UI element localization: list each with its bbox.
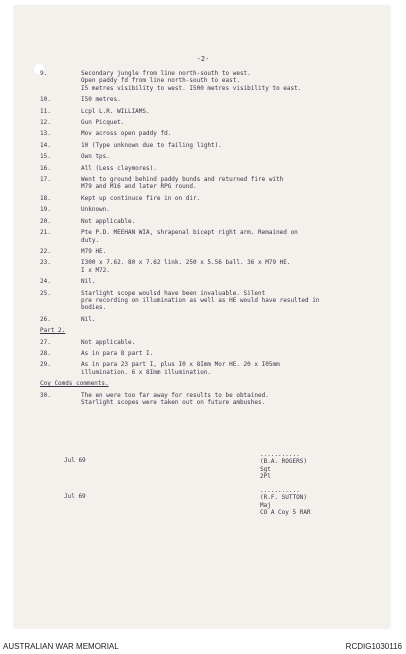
signature-rank: Maj (260, 501, 271, 509)
numbered-paragraph (40, 339, 370, 346)
signature-dots: ........... (260, 487, 300, 494)
text-line: Went to ground behind paddy bunds and returned fire with (81, 176, 284, 184)
paragraph-text (81, 248, 370, 255)
paragraph-text (81, 70, 370, 92)
text-line: I50 metres. (81, 96, 121, 104)
paragraph-number: 9. (40, 70, 48, 77)
paragraph-number: 23. (40, 259, 51, 267)
text-line: I5 metres visibility to west. I500 metres visibility to east. (81, 84, 302, 92)
paragraph-number: 27. (40, 338, 51, 346)
paragraph-text (81, 142, 370, 149)
signature-date: Jul 69 (64, 457, 86, 464)
paragraph-text (81, 108, 370, 115)
text-line: Open paddy fd from line north-south to east. (81, 77, 240, 85)
signature-unit: CO A Coy 5 RAR (260, 509, 311, 517)
text-line: Own tps. (81, 153, 110, 161)
text-line: Not applicable. (81, 338, 136, 346)
numbered-paragraph (40, 153, 370, 160)
numbered-paragraph (40, 96, 370, 103)
text-line: pre recording on illumination as well as HE would have resulted in (81, 296, 320, 304)
paragraph-text (81, 278, 370, 285)
text-line: Secondary jungle from line north-south to west. (81, 70, 251, 77)
paragraph-text (81, 119, 370, 126)
paragraph-number: 16. (40, 164, 51, 172)
paragraph-text (81, 165, 370, 172)
paragraph-text (81, 316, 370, 323)
signature-rank: Sgt (260, 465, 271, 473)
text-line: I300 x 7.62. 80 x 7.62 link. 250 x 5.56 ball. 36 x M79 HE. (81, 259, 291, 267)
paragraph-text (81, 195, 370, 202)
numbered-paragraph (40, 248, 370, 255)
numbered-paragraph (40, 195, 370, 202)
signature-unit: 2Pl (260, 473, 271, 481)
text-line: Lcpl L.R. WILLIAMS. (81, 107, 150, 115)
paragraph-number: 26. (40, 315, 51, 323)
text-line: Gun Picquet. (81, 119, 125, 127)
text-line: Kept up continuce fire in on dir. (81, 194, 201, 202)
signature-name: (R.F. SUTTON) (260, 494, 307, 502)
paragraph-number: 29. (40, 361, 51, 369)
numbered-paragraph (40, 108, 370, 115)
paragraph-text (81, 350, 370, 357)
signature-dots: ........... (260, 451, 300, 458)
text-line: Starlight scope woulsd have been invaluable. Silent (81, 289, 266, 297)
paragraph-number: 30. (40, 391, 51, 399)
paragraph-text (81, 392, 370, 407)
signature-date: Jul 69 (64, 493, 86, 500)
text-line: As in para 8 part I. (81, 349, 154, 357)
text-line: M79 HE. (81, 247, 107, 255)
paragraph-number: 21. (40, 229, 51, 237)
paragraph-text (81, 290, 370, 312)
paragraph-number: 24. (40, 278, 51, 286)
paragraph-text (81, 218, 370, 225)
document-body (40, 70, 370, 410)
paragraph-text (81, 259, 370, 274)
paragraph-text (81, 130, 370, 137)
archive-footer (0, 640, 406, 654)
numbered-paragraph (40, 229, 370, 244)
numbered-paragraph (40, 316, 370, 323)
text-line: Nil. (81, 315, 96, 323)
text-line: Mov across open paddy fd. (81, 130, 172, 138)
signature-name: (B.A. ROGERS) (260, 458, 307, 466)
paragraph-text (81, 176, 370, 191)
text-line: Unknown. (81, 206, 110, 214)
numbered-paragraph (40, 259, 370, 274)
numbered-paragraph (40, 176, 370, 191)
text-line: illumination. 6 x 8Imm illumination. (81, 368, 212, 376)
text-line: As in para 23 part I, plus I0 x 8Imm Mor HE. 20 x I05mm (81, 361, 280, 369)
numbered-paragraph (40, 361, 370, 376)
section-heading-comments: Coy Comds comments. (40, 380, 109, 388)
text-line: Pte P.D. MEEHAN WIA, shrapenal bicept right arm. Remained on (81, 229, 298, 237)
paragraph-text (81, 206, 370, 213)
numbered-paragraph (40, 165, 370, 172)
paragraph-text (81, 229, 370, 244)
text-line: I x M72. (81, 266, 110, 274)
numbered-paragraph (40, 290, 370, 312)
numbered-paragraph (40, 70, 370, 92)
text-line: duty. (81, 236, 100, 244)
paragraph-number: 28. (40, 349, 51, 357)
numbered-paragraph (40, 218, 370, 225)
numbered-paragraph (40, 119, 370, 126)
paragraph-number: 11. (40, 107, 51, 115)
paragraph-text (81, 153, 370, 160)
text-line: Nil. (81, 278, 96, 286)
paragraph-number: 20. (40, 217, 51, 225)
numbered-paragraph (40, 350, 370, 357)
footer-institution: AUSTRALIAN WAR MEMORIAL (3, 642, 119, 651)
paragraph-text (81, 361, 370, 376)
signature-details (260, 487, 311, 517)
section-heading-part-2: Part 2. (40, 327, 66, 335)
paragraph-text (81, 339, 370, 346)
paragraph-number: 13. (40, 130, 51, 138)
numbered-paragraph (40, 130, 370, 137)
signature-details (260, 451, 307, 481)
paragraph-number: 17. (40, 176, 51, 184)
numbered-paragraph (40, 142, 370, 149)
numbered-paragraph (40, 206, 370, 213)
paragraph-number: 15. (40, 153, 51, 161)
text-line: Starlight scopes were taken out on future ambushes. (81, 399, 266, 406)
text-line: Not applicable. (81, 217, 136, 225)
text-line: The en were too far away for results to be obtained. (81, 391, 269, 399)
footer-record-id: RCDIG1030116 (345, 642, 402, 651)
paragraph-number: 25. (40, 289, 51, 297)
page-number: -2- (196, 55, 210, 63)
paragraph-number: 22. (40, 247, 51, 255)
paragraph-number: 12. (40, 119, 51, 127)
text-line: M79 and M16 and later RPG round. (81, 183, 197, 191)
text-line: 10 (Type unknown due to failing light). (81, 141, 222, 149)
paragraph-text (81, 96, 370, 103)
numbered-paragraph (40, 278, 370, 285)
numbered-paragraph (40, 392, 370, 407)
text-line: All (Less claymores). (81, 164, 157, 172)
paragraph-number: 14. (40, 141, 51, 149)
text-line: bodies. (81, 304, 107, 312)
paragraph-number: 10. (40, 96, 51, 104)
paragraph-number: 19. (40, 206, 51, 214)
paragraph-number: 18. (40, 194, 51, 202)
